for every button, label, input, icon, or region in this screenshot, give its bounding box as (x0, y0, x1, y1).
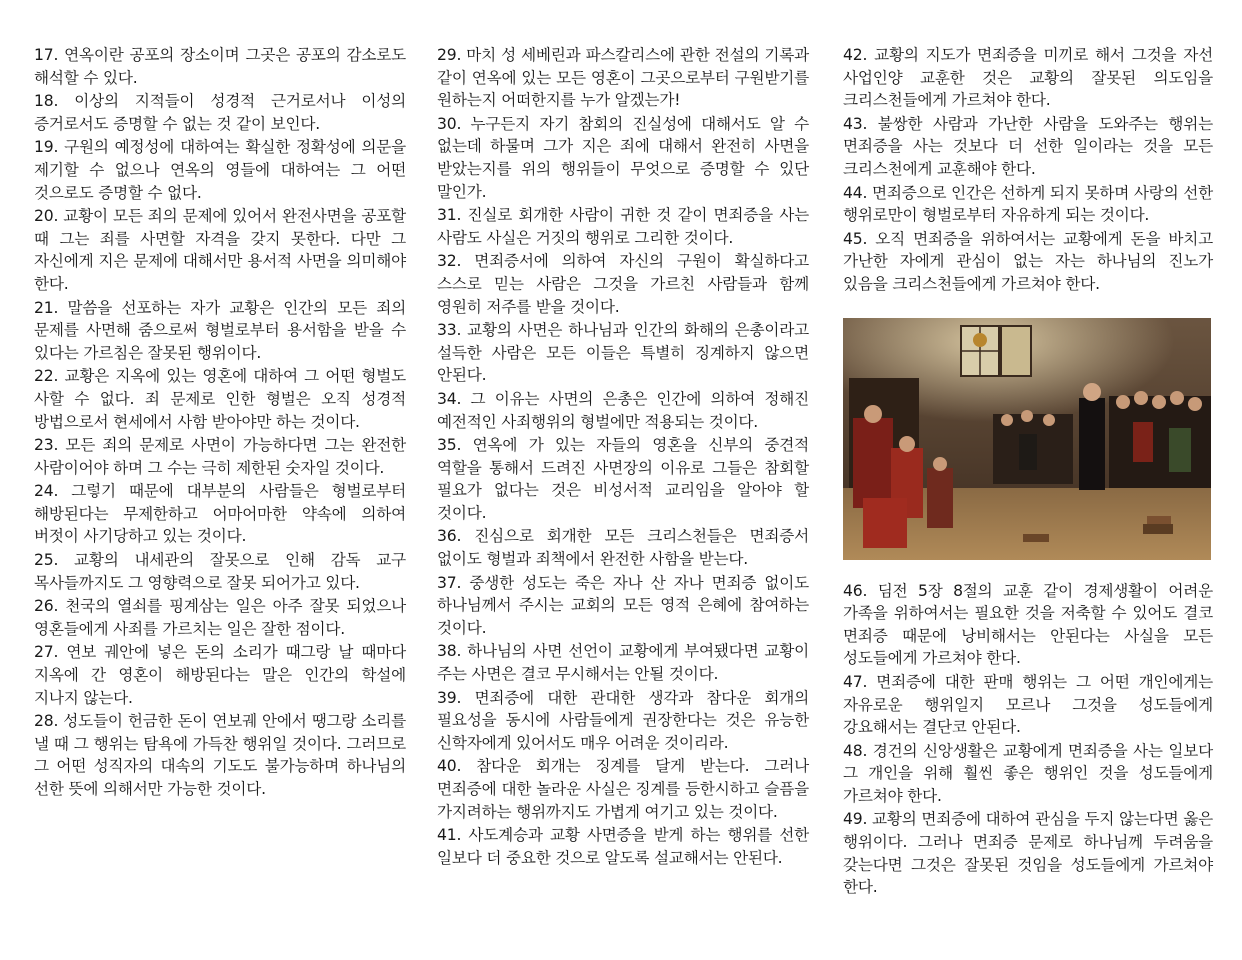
thesis-30: 30. 누구든지 자기 참회의 진실성에 대해서도 알 수 없는데 하물며 그가 지은 죄에 대해서 완전히 사면을 받았는지를 위의 행위들이 무엇으로 증명할 수 있단 말인가. (437, 114, 809, 201)
thesis-39: 39. 면죄증에 대한 관대한 생각과 참다운 회개의 필요성을 동시에 사람들에게 권장한다는 것은 유능한 신학자에게 있어서도 매우 어려운 것이리라. (437, 688, 809, 752)
thesis-23: 23. 모든 죄의 문제로 사면이 가능하다면 그는 완전한 사람이어야 하며 그 수는 극히 제한된 숫자일 것이다. (34, 436, 406, 477)
thesis-26: 26. 천국의 열쇠를 핑계삼는 일은 아주 잘못 되었으나 영혼들에게 사죄를 가르치는 일은 잘한 점이다. (34, 597, 406, 638)
thesis-32: 32. 면죄증서에 의하여 자신의 구원이 확실하다고 스스로 믿는 사람은 그것을 가르친 사람들과 함께 영원히 저주를 받을 것이다. (437, 252, 809, 316)
thesis-18: 18. 이상의 지적들이 성경적 근거로서나 이성의 증거로서도 증명할 수 없는 것 같이 보인다. (34, 92, 406, 133)
thesis-24: 24. 그렇기 때문에 대부분의 사람들은 형벌로부터 해방된다는 무제한하고 어마어마한 약속에 의하여 버젓이 사기당하고 있는 것이다. (34, 482, 406, 546)
thesis-46: 46. 딤전 5장 8절의 교훈 같이 경제생활이 어려운 가족을 위하여서는 필요한 것을 저축할 수 있어도 결코 면죄증 때문에 낭비해서는 안된다는 사실을 모든 성도들에게 가르쳐야 한다. (843, 581, 1213, 668)
painting-luther-at-worms-icon (843, 318, 1211, 560)
column-3 (843, 44, 1213, 900)
thesis-42: 42. 교황의 지도가 면죄증을 미끼로 해서 그것을 자선 사업인양 교훈한 것은 교황의 잘못된 의도임을 크리스천들에게 가르쳐야 한다. (843, 46, 1213, 110)
thesis-20: 20. 교황이 모든 죄의 문제에 있어서 완전사면을 공포할 때 그는 죄를 사면할 자격을 갖지 못한다. 다만 그 자신에게 지은 문제에 대해서만 용서적 사면을 의미해야 한다. (34, 207, 406, 293)
thesis-49: 49. 교황의 면죄증에 대하여 관심을 두지 않는다면 옳은 행위이다. 그러나 면죄증 문제로 하나님께 두려움을 갖는다면 그것은 잘못된 것임을 성도들에게 가르쳐야 한다. (843, 810, 1213, 897)
thesis-47: 47. 면죄증에 대한 판매 행위는 그 어떤 개인에게는 자유로운 행위일지 모르나 그것을 성도들에게 강요해서는 결단코 안된다. (843, 672, 1213, 737)
thesis-43: 43. 불쌍한 사람과 가난한 사람을 도와주는 행위는 면죄증을 사는 것보다 더 선한 일이라는 것을 모든 크리스천에게 교훈해야 한다. (843, 114, 1213, 178)
thesis-35: 35. 연옥에 가 있는 자들의 영혼을 신부의 중견적 역할을 통해서 드려진 사면장의 이유로 그들은 참회할 필요가 없다는 것은 비성서적 교리임을 알아야 할 것이다. (437, 436, 809, 522)
thesis-19: 19. 구원의 예정성에 대하여는 확실한 정확성에 의문을 제기할 수 없으나 연옥의 영들에 대하여는 그 어떤 것으로도 증명할 수 없다. (34, 138, 406, 202)
thesis-17: 17. 연옥이란 공포의 장소이며 그곳은 공포의 감소로도 해석할 수 있다. (34, 46, 406, 87)
thesis-45: 45. 오직 면죄증을 위하여서는 교황에게 돈을 바치고 가난한 자에게 관심이 없는 자는 하나님의 진노가 있음을 크리스천들에게 가르쳐야 한다. (843, 229, 1213, 293)
thesis-36: 36. 진심으로 회개한 모든 크리스천들은 면죄증서 없이도 형벌과 죄책에서 완전한 사함을 받는다. (437, 527, 809, 569)
thesis-41: 41. 사도계승과 교황 사면증을 받게 하는 행위를 선한 일보다 더 중요한 것으로 알도록 설교해서는 안된다. (437, 826, 809, 867)
thesis-37: 37. 중생한 성도는 죽은 자나 산 자나 면죄증 없이도 하나님께서 주시는 교회의 모든 영적 은혜에 참여하는 것이다. (437, 573, 809, 637)
column-1 (34, 44, 406, 802)
column-2 (437, 44, 809, 870)
thesis-40: 40. 참다운 회개는 징계를 달게 받는다. 그러나 면죄증에 대한 놀라운 사실은 징계를 등한시하고 슬픔을 가지려하는 행위까지도 가볍게 여기고 있는 것이다. (437, 757, 809, 821)
thesis-22: 22. 교황은 지옥에 있는 영혼에 대하여 그 어떤 형벌도 사할 수 없다. 죄 문제로 인한 형벌은 오직 성경적 방법으로서 현세에서 사함 받아야만 하는 것이다. (34, 367, 406, 431)
thesis-38: 38. 하나님의 사면 선언이 교황에게 부여됐다면 교황이 주는 사면은 결코 무시해서는 안될 것이다. (437, 642, 809, 684)
thesis-21: 21. 말씀을 선포하는 자가 교황은 인간의 모든 죄의 문제를 사면해 줌으로써 형벌로부터 용서함을 받을 수 있다는 가르침은 잘못된 행위이다. (34, 298, 406, 362)
thesis-27: 27. 연보 궤안에 넣은 돈의 소리가 때그랑 날 때마다 지옥에 간 영혼이 해방된다는 말은 인간의 학설에 지나지 않는다. (34, 643, 406, 707)
thesis-34: 34. 그 이유는 사면의 은총은 인간에 의하여 정해진 예전적인 사죄행위의 형벌에만 적용되는 것이다. (437, 389, 809, 431)
thesis-44: 44. 면죄증으로 인간은 선하게 되지 못하며 사랑의 선한 행위로만이 형벌로부터 자유하게 되는 것이다. (843, 183, 1213, 225)
thesis-28: 28. 성도들이 헌금한 돈이 연보궤 안에서 땡그랑 소리를 낼 때 그 행위는 탐욕에 가득찬 행위일 것이다. 그러므로 그 어떤 성직자의 대속의 기도도 불가능하며 하나님의 선한 뜻에 의해서만 가능한 것이다. (34, 712, 406, 798)
thesis-33: 33. 교황의 사면은 하나님과 인간의 화해의 은총이라고 설득한 사람은 모든 이들은 특별히 징계하지 않으면 안된다. (437, 321, 809, 385)
thesis-29: 29. 마치 성 세베린과 파스칼리스에 관한 전설의 기록과 같이 연옥에 있는 모든 영혼이 그곳으로부터 구원받기를 원하는지 어떠한지를 누가 알겠는가! (437, 46, 809, 110)
thesis-25: 25. 교황의 내세관의 잘못으로 인해 감독 교구 목사들까지도 그 영향력으로 잘못 되어가고 있다. (34, 551, 406, 592)
painting-illustration (843, 318, 1211, 560)
thesis-48: 48. 경건의 신앙생활은 교황에게 면죄증을 사는 일보다 그 개인을 위해 훨씬 좋은 행위인 것을 성도들에게 가르쳐야 한다. (843, 741, 1213, 805)
thesis-31: 31. 진실로 회개한 사람이 귀한 것 같이 면죄증을 사는 사람도 사실은 거짓의 행위로 그리한 것이다. (437, 206, 809, 247)
